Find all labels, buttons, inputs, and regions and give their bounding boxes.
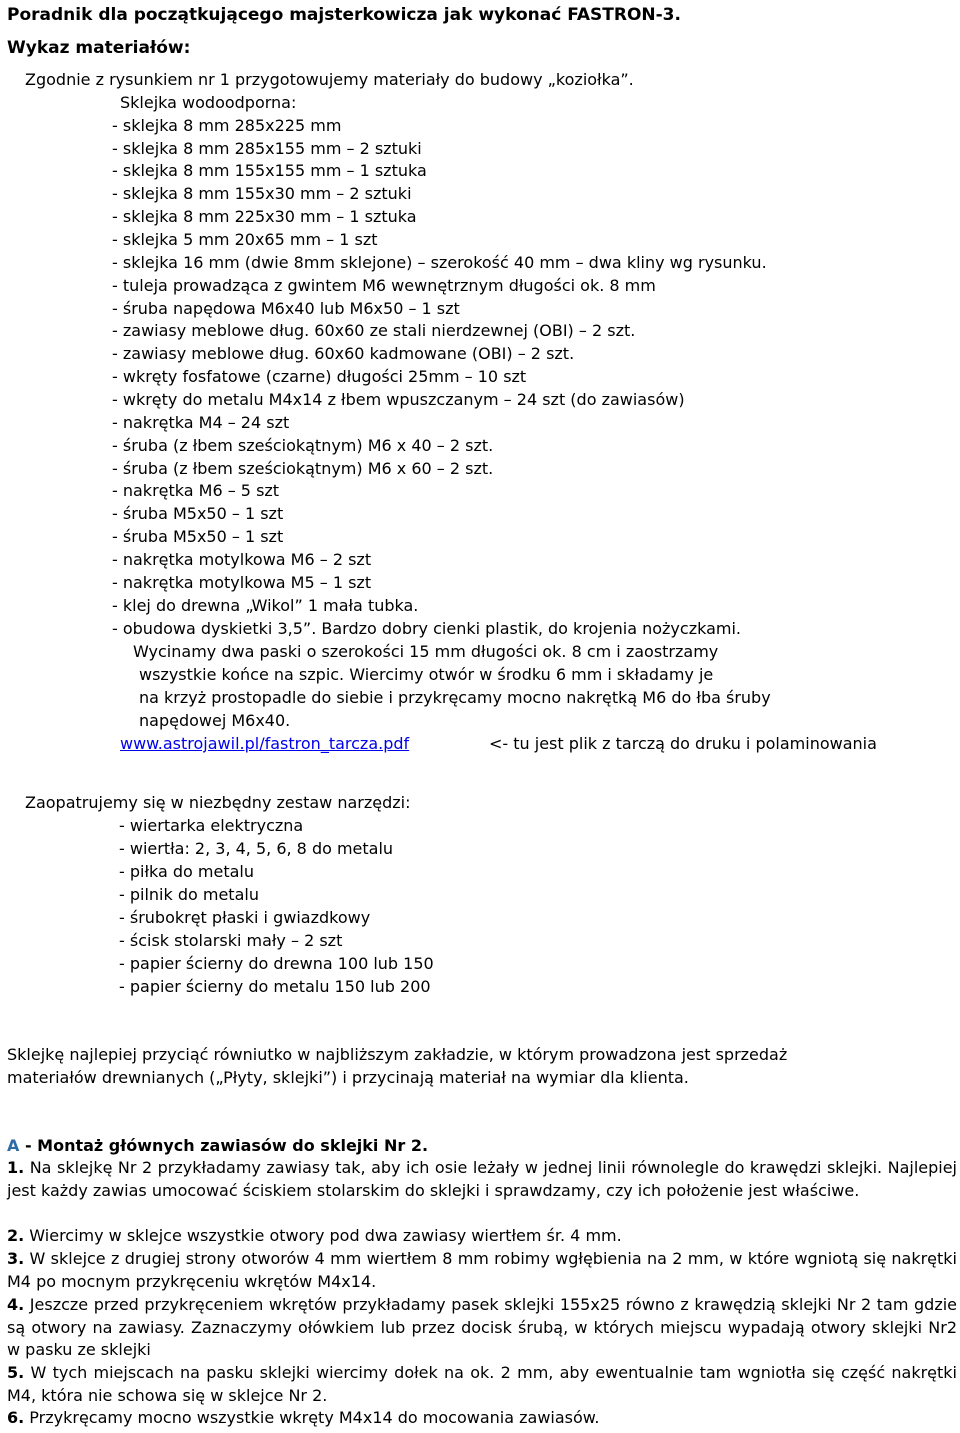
list-item: - wiertła: 2, 3, 4, 5, 6, 8 do metalu xyxy=(119,839,394,858)
diskette-note-line: na krzyż prostopadle do siebie i przykręcamy mocno nakrętką M6 do łba śruby xyxy=(139,688,771,707)
list-item: - wiertarka elektryczna xyxy=(119,816,304,835)
tarcza-pdf-link[interactable]: www.astrojawil.pl/fastron_tarcza.pdf xyxy=(120,734,410,753)
list-item: - śrubokręt płaski i gwiazdkowy xyxy=(119,908,371,927)
list-item: - zawiasy meblowe dług. 60x60 ze stali nierdzewnej (OBI) – 2 szt. xyxy=(112,321,636,340)
step-number: 1. xyxy=(7,1158,25,1177)
list-item: - sklejka 8 mm 285x225 mm xyxy=(112,116,342,135)
step-number: 4. xyxy=(7,1295,25,1314)
list-item: - śruba M5x50 – 1 szt xyxy=(112,504,284,523)
section-a-heading xyxy=(7,1135,428,1157)
page-title: Poradnik dla początkującego majsterkowicza jak wykonać FASTRON-3. xyxy=(7,5,681,25)
diskette-note-line: wszystkie końce na szpic. Wiercimy otwór w środku 6 mm i składamy je xyxy=(139,665,714,684)
list-item: - klej do drewna „Wikol” 1 mała tubka. xyxy=(112,596,419,615)
step-text: W tych miejscach na pasku sklejki wiercimy dołek na ok. 2 mm, aby ewentualnie tam wgniotła się część nakrętki M4, która nie schowa się w sklejce Nr 2. xyxy=(7,1363,957,1405)
list-item: - ścisk stolarski mały – 2 szt xyxy=(119,931,343,950)
materials-subheading: Sklejka wodoodporna: xyxy=(120,93,297,112)
step-number: 6. xyxy=(7,1408,25,1427)
list-item: - pilnik do metalu xyxy=(119,885,259,904)
list-item: - nakrętka M6 – 5 szt xyxy=(112,481,280,500)
step-6 xyxy=(7,1407,957,1430)
list-item: - papier ścierny do metalu 150 lub 200 xyxy=(119,977,431,996)
step-2 xyxy=(7,1225,957,1248)
plywood-note-line: materiałów drewnianych („Płyty, sklejki”) i przycinają materiał na wymiar dla klienta. xyxy=(7,1068,689,1087)
list-item: - śruba napędowa M6x40 lub M6x50 – 1 szt xyxy=(112,299,460,318)
step-1 xyxy=(7,1157,957,1202)
list-item: - sklejka 8 mm 225x30 mm – 1 sztuka xyxy=(112,207,417,226)
list-item: - nakrętka motylkowa M5 – 1 szt xyxy=(112,573,372,592)
list-item: - sklejka 8 mm 155x155 mm – 1 sztuka xyxy=(112,161,427,180)
list-item: - sklejka 8 mm 285x155 mm – 2 sztuki xyxy=(112,139,422,158)
list-item: - śruba (z łbem sześciokątnym) M6 x 40 – 2 szt. xyxy=(112,436,494,455)
diskette-note-line: Wycinamy dwa paski o szerokości 15 mm długości ok. 8 cm i zaostrzamy xyxy=(133,642,719,661)
list-item: - papier ścierny do drewna 100 lub 150 xyxy=(119,954,434,973)
link-note: <- tu jest plik z tarczą do druku i polaminowania xyxy=(489,734,877,753)
step-text: Na sklejkę Nr 2 przykładamy zawiasy tak, aby ich osie leżały w jednej linii równolegle do krawędzi sklejki. Najlepiej jest każdy zawias umocować ściskiem stolarskim do sklejki i sprawdzamy, czy ich położenie jest właściwe. xyxy=(7,1158,957,1200)
diskette-note-line: napędowej M6x40. xyxy=(139,711,291,730)
step-4 xyxy=(7,1294,957,1362)
list-item: - obudowa dyskietki 3,5”. Bardzo dobry cienki plastik, do krojenia nożyczkami. xyxy=(112,619,741,638)
list-item: - nakrętka motylkowa M6 – 2 szt xyxy=(112,550,372,569)
list-item: - śruba M5x50 – 1 szt xyxy=(112,527,284,546)
section-title: - Montaż głównych zawiasów do sklejki Nr 2. xyxy=(19,1136,429,1155)
step-number: 5. xyxy=(7,1363,25,1382)
list-item: - zawiasy meblowe dług. 60x60 kadmowane (OBI) – 2 szt. xyxy=(112,344,575,363)
materials-heading: Wykaz materiałów: xyxy=(7,38,191,58)
step-text: Jeszcze przed przykręceniem wkrętów przykładamy pasek sklejki 155x25 równo z krawędzią sklejki Nr 2 tam gdzie są otwory na zawiasy. Zaznaczymy ołówkiem lub przez docisk śrubą, w których miejscu wypadają otwory sklejki Nr2 w pasku ze sklejki xyxy=(7,1295,957,1359)
list-item: - wkręty fosfatowe (czarne) długości 25mm – 10 szt xyxy=(112,367,527,386)
step-3 xyxy=(7,1248,957,1293)
plywood-note-line: Sklejkę najlepiej przyciąć równiutko w najbliższym zakładzie, w którym prowadzona jest sprzedaż xyxy=(7,1045,788,1064)
step-number: 2. xyxy=(7,1226,25,1245)
materials-intro: Zgodnie z rysunkiem nr 1 przygotowujemy materiały do budowy „koziołka”. xyxy=(25,70,634,89)
list-item: - śruba (z łbem sześciokątnym) M6 x 60 – 2 szt. xyxy=(112,459,494,478)
list-item: - tuleja prowadząca z gwintem M6 wewnętrznym długości ok. 8 mm xyxy=(112,276,656,295)
step-text: W sklejce z drugiej strony otworów 4 mm wiertłem 8 mm robimy wgłębienia na 2 mm, w które wgniotą się nakrętki M4 po mocnym przykręceniu wkrętów M4x14. xyxy=(7,1249,957,1291)
step-5 xyxy=(7,1362,957,1407)
list-item: - sklejka 5 mm 20x65 mm – 1 szt xyxy=(112,230,378,249)
step-number: 3. xyxy=(7,1249,25,1268)
tools-heading: Zaopatrujemy się w niezbędny zestaw narzędzi: xyxy=(25,793,411,812)
step-text: Przykręcamy mocno wszystkie wkręty M4x14 do mocowania zawiasów. xyxy=(24,1408,600,1427)
step-text: Wiercimy w sklejce wszystkie otwory pod dwa zawiasy wiertłem śr. 4 mm. xyxy=(24,1226,622,1245)
list-item: - sklejka 16 mm (dwie 8mm sklejone) – szerokość 40 mm – dwa kliny wg rysunku. xyxy=(112,253,767,272)
section-letter: A xyxy=(7,1136,20,1155)
list-item: - sklejka 8 mm 155x30 mm – 2 sztuki xyxy=(112,184,412,203)
list-item: - wkręty do metalu M4x14 z łbem wpuszczanym – 24 szt (do zawiasów) xyxy=(112,390,685,409)
list-item: - nakrętka M4 – 24 szt xyxy=(112,413,290,432)
list-item: - piłka do metalu xyxy=(119,862,255,881)
